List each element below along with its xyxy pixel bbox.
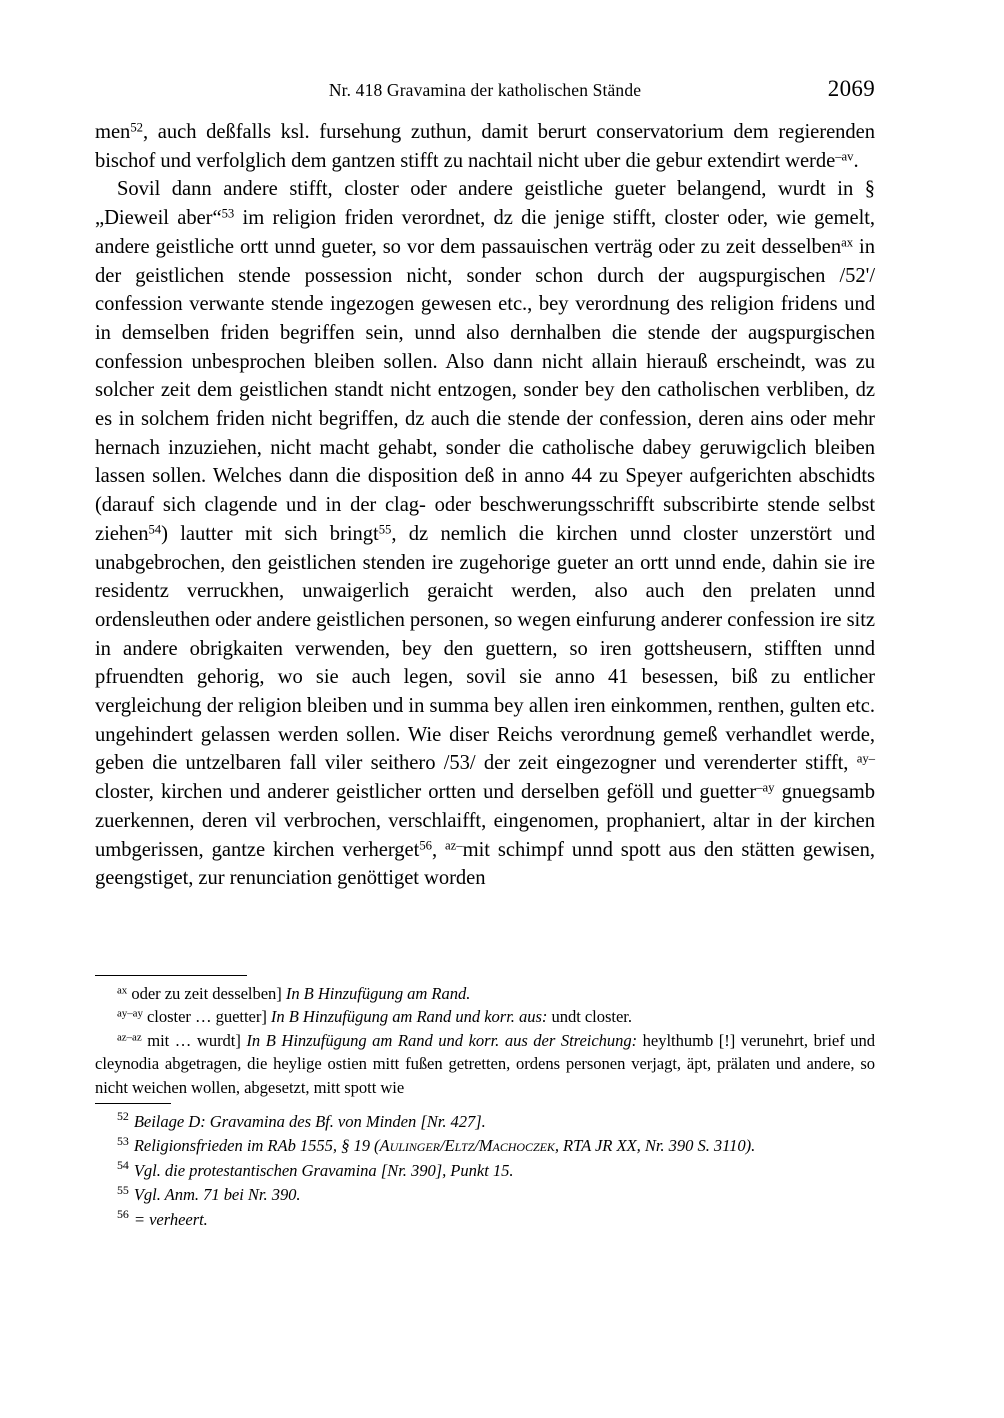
para2-seg8: ,: [431, 838, 446, 861]
footnote-number-54: 54: [117, 1158, 129, 1173]
main-text-block: [95, 118, 875, 893]
apparatus-marker-ay: ay–ay: [117, 1007, 143, 1020]
para2-seg6: closter, kirchen und anderer geistlicher ortten und derselben geföll und guetter: [95, 781, 757, 804]
apparatus-marker-ax: ax: [117, 984, 128, 997]
para2-seg7: gnuegsamb zuerkennen, deren vil verbrochen, verschlaifft, eingenomen, prophaniert, altar in der kirchen umbgerissen, gantze kirchen verherget: [95, 781, 875, 861]
footnote-number-55: 55: [117, 1182, 129, 1197]
variant-sigil-az-open[interactable]: az–: [445, 837, 463, 852]
footnote-number-53: 53: [117, 1133, 129, 1148]
critical-apparatus: [95, 982, 875, 1099]
footnote-text-56: = verheert.: [133, 1209, 208, 1229]
para2-seg9: mit schimpf unnd spott aus den stätten gewisen, geengstiget, zur renunciation genöttiget worden: [95, 838, 875, 890]
apparatus-lemma-ax: oder zu zeit desselben]: [127, 984, 282, 1003]
para1-text: , auch deßfalls ksl. fursehung zuthun, damit berurt conservatorium dem regierenden bischof und verfolglich dem gantzen stifft zu nachtail nicht uber die gebur extendirt werde: [95, 121, 875, 172]
apparatus-comment-ay: In B Hinzufügung am Rand und korr. aus:: [266, 1007, 548, 1027]
footnote-text-53-before: Religionsfrieden im RAb 1555, § 19 (: [133, 1136, 380, 1156]
footnote-divider-rule: [95, 1103, 171, 1104]
apparatus-lemma-az: mit … wurdt]: [141, 1030, 241, 1050]
apparatus-reading-ay: undt closter.: [547, 1007, 632, 1027]
footnote-54: [95, 1159, 875, 1183]
document-page: [95, 0, 875, 1418]
para2-seg4: ) lautter mit sich bringt: [161, 522, 379, 545]
variant-sigil-ax[interactable]: ax: [841, 235, 854, 250]
variant-sigil-ay-close[interactable]: –ay: [756, 780, 775, 795]
apparatus-comment-az: In B Hinzufügung am Rand und korr. aus der Streichung:: [240, 1030, 638, 1050]
footnote-text-52: Beilage D: Gravamina des Bf. von Minden [Nr. 427].: [133, 1112, 486, 1131]
footnote-ref-55[interactable]: 55: [378, 522, 392, 537]
footnote-text-54: Vgl. die protestantischen Gravamina [Nr. 390], Punkt 15.: [133, 1160, 514, 1180]
apparatus-note-ax: [95, 982, 875, 1005]
footnote-ref-53[interactable]: 53: [221, 206, 235, 221]
running-head-title: Nr. 418 Gravamina der katholischen Stände: [328, 80, 642, 100]
apparatus-lemma-ay: closter … guetter]: [142, 1007, 267, 1027]
footnote-ref-52[interactable]: 52: [130, 120, 143, 135]
footnote-53: [95, 1134, 875, 1158]
variant-sigil-ay-open[interactable]: ay–: [856, 751, 875, 766]
para1-tail: .: [853, 149, 859, 172]
para2-seg1: Sovil dann andere stifft, closter oder andere geistliche gueter belangend, wurdt in § „Dieweil aber“: [95, 178, 875, 230]
apparatus-marker-az: az–az: [117, 1031, 142, 1044]
paragraph-sovil-dann: [95, 175, 875, 893]
footnote-editors-smallcaps: Aulinger/Eltz/Machoczek: [379, 1136, 555, 1156]
footnote-ref-54[interactable]: 54: [148, 522, 162, 537]
para2-seg3: in der geistlichen stende possession nicht, sonder schon durch der augspurgischen /52'/ confession verwante stende ingezogen gewesen etc., bey verordnung des religion fridens und in demselben friden begriffen sein, unnd also dernhalben die stende der augspurgischen confession unbesprochen bleiben sollen. Also dann nicht allain hierauß erscheindt, was zu solcher zeit dem geistlichen standt nicht entzogen, sonder bey den catholischen verbliben, dz es in solchem friden nicht begriffen, dz auch die stende der confession, deren ains oder mehr hernach inzuziehen, nicht macht gehabt, sonder die catholische dabey geruwigclich bleiben lassen sollen. Welches dann die disposition deß in anno 44 zu Speyer aufgerichten abschidts (darauf sich clagende und in der clag- oder beschwerungsschrifft subscribirte stende selbst ziehen: [95, 235, 875, 545]
running-head: [95, 78, 875, 108]
apparatus-note-ay: [95, 1005, 875, 1028]
footnote-52: [95, 1110, 875, 1134]
footnote-text-53-after: , RTA JR XX, Nr. 390 S. 3110).: [554, 1136, 756, 1156]
apparatus-divider-rule: [95, 975, 247, 976]
footnote-text-55: Vgl. Anm. 71 bei Nr. 390.: [133, 1185, 301, 1205]
variant-sigil-av[interactable]: –av: [835, 149, 854, 164]
apparatus-reading-az: heylthumb [!] verunehrt, brief und cleynodia abgetragen, die heylige ostien mitt fußen getretten, ordens personen verjagt, äpt, prälaten und andere, so nicht weichen wollen, abgesetzt, mitt spott wie: [95, 1030, 875, 1097]
footnote-number-56: 56: [117, 1207, 129, 1222]
para2-seg5: , dz nemlich die kirchen unnd closter unzerstört und unabgebrochen, den geistlichen stenden ire zugehorige gueter an ortt unnd ende, dahin sie ire residentz verruckhen, unwaigerlich geraicht werden, also auch den prelaten unnd ordensleuthen oder andere geistlichen personen, so wegen einfurung anderer confession ire sitz in andere obrigkaiten verwenden, bey den guettern, so iren gottsheusern, stifften unnd pfruendten gehorig, wo sie auch legen, sovil sie anno 41 besessen, biß zu entlicher vergleichung der religion bleiben und in summa bey allen iren einkommen, renthen, gulten etc. ungehindert gelassen werden sollen. Wie diser Reichs verordnung gemeß verhandlet werde, geben die untzelbaren fall viler seithero /53/ der zeit eingezogner und verenderter stifft,: [95, 522, 875, 775]
footnote-number-52: 52: [117, 1109, 129, 1124]
para1-lead: men: [95, 121, 131, 143]
footnote-list: [95, 1110, 875, 1232]
paragraph-continuation: [95, 118, 875, 175]
para2-seg2: im religion friden verordnet, dz die jenige stifft, closter oder, wie gemelt, andere geistliche ortt unnd gueter, so vor dem passauischen verträg oder zu zeit desselben: [95, 207, 876, 258]
page-number: 2069: [827, 76, 875, 101]
footnote-56: [95, 1208, 875, 1232]
apparatus-note-az: [95, 1029, 875, 1099]
apparatus-comment-ax: In B Hinzufügung am Rand.: [281, 984, 471, 1003]
footnote-ref-56[interactable]: 56: [419, 837, 432, 852]
footnote-55: [95, 1183, 875, 1207]
